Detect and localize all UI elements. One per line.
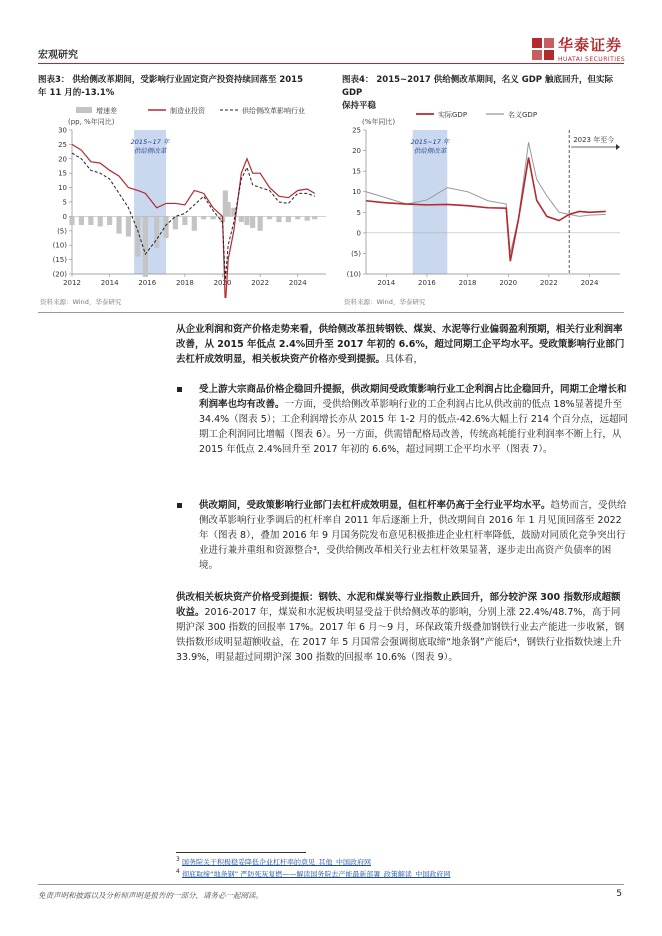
arrow-head-icon [616,144,620,150]
page-number: 5 [616,889,622,899]
x-tick-label: 2024 [288,279,307,287]
huatai-logo-icon [532,38,554,60]
bullet-1-bold: 受上游大宗商品价格企稳回升提振，供改期间受政策影响行业工企利润占比企稳回升，同期工企增长和利润率也均有改善。 [199,384,627,410]
figure-3-source: 资料来源：Wind，华泰研究 [40,298,122,306]
bullet-2-normal: 趋势而言，受供给侧改革影响行业季调后的杠杆率自 2011 年后逐渐上升，供改期间自 2016 年 1 月见顶回落至 2022 年（图表 8），叠加 2016 年 9 月国务院发布意见积极推进企业杠杆率降低，鼓励对同质化竞争突出行业进行兼并重组和资源整合³，受供给侧改革相关行业去杠杆效果显著，逐步走出高资产负债率的困境。 [199,500,627,571]
nominal-gdp-line [366,142,606,253]
figure-3-title [38,74,330,100]
gap-bar [154,216,159,248]
legend-label-manufacturing: 制造业投资 [170,107,205,115]
y-tick-label: (5) [351,249,361,258]
x-tick-label: 2016 [138,279,157,287]
fig4-chart [338,102,630,298]
bullet-2-bold: 供改期间，受政策影响行业部门去杠杆成效明显，但杠杆率仍高于全行业平均水平。 [199,500,551,511]
y-tick-label: 20 [58,155,67,164]
gap-bar [98,216,103,226]
figure-4-title-line2: 保持平稳 [342,101,377,111]
header-divider [38,63,624,64]
y-tick-label: 25 [58,140,67,149]
brand-logo [532,34,625,63]
footnote-3-num: 3 [176,857,180,863]
gap-bar [143,216,148,276]
y-tick-label: (5) [57,227,67,236]
y-tick-label: 25 [352,126,361,135]
bullet-icon [177,387,182,392]
bullet-1 [183,382,629,457]
x-tick-label: 2022 [251,279,270,287]
band-label-line2: 供给侧改革 [413,147,447,155]
y-tick-label: 5 [356,208,361,217]
real-gdp-line [366,158,606,262]
legend-label-gap: 增速差 [96,107,117,115]
chart-divider [38,312,624,313]
gap-bar [192,216,197,230]
figure-4-source: 资料来源：Wind，华泰研究 [344,298,426,306]
footnote-divider [176,852,306,853]
x-tick-label: 2024 [580,279,599,287]
x-tick-label: 2016 [418,279,436,287]
gap-bar [116,216,121,233]
gap-bar [88,216,93,225]
gap-bar [286,216,291,222]
y-tick-label: 15 [352,167,361,176]
arrow-label: 2023 年至今 [573,136,615,144]
gap-bar [250,216,255,228]
footnote-4-link[interactable]: 彻底取缔“地条钢” 严防死灰复燃——解读国务院去产能最新部署_政策解读_中国政府网 [181,870,451,879]
figure-3-title-line1: 图表3： 供给侧改革期间，受影响行业固定资产投资持续回落至 2015 [38,75,303,85]
footer-divider [38,884,624,885]
gap-bar [163,216,168,238]
gap-bar [239,216,244,222]
x-tick-label: 2012 [63,279,81,287]
fig3-chart [36,102,332,298]
paragraph-3-normal: 2016-2017 年，煤炭和水泥板块明显受益于供给侧改革的影响，分别上涨 22.4%/48.7%，高于同期沪深 300 指数的回报率 17%。2017 年 6 月～9 月，环保政策升级叠加钢铁行业去产能进一步收紧，钢铁指数形成明显超额收益，在 2017 年 5 月国常会强调彻底取缔“地条钢”产能后⁴，钢铁行业指数快速上升 33.9%，明显超过同期沪深 300 指数的回报率 10.6%（图表 9）。 [176,607,625,663]
y-axis-label: (pp, %年同比) [68,118,115,126]
gap-bar [258,216,263,230]
band-label-line2: 供给侧改革 [133,147,167,155]
gap-bar [267,216,272,219]
x-tick-label: 2020 [499,279,518,287]
bullet-1-normal: 一方面，受供给侧改革影响行业的工企利润占比从供改前的低点 18%显著提升至 34.4%（图表 5）；工企利润增长亦从 2015 年 1-2 月的低点-42.6%大幅上行 214 个百分点，远超同期工企利润同比增幅（图表 6）。另一方面，供需错配格局改善，传统高耗能行业利润率不断上行，从 2015 年低点 2.4%回升至 2017 年初的 6.6%，超过同期工企平均水平（图表 7）。 [199,399,629,455]
y-tick-label: 0 [356,229,361,238]
gap-bar [201,216,206,219]
gap-bar [226,202,231,216]
bullet-2 [183,498,629,573]
footnote-3-link[interactable]: 国务院关于积极稳妥降低企业杠杆率的意见_其他_中国政府网 [181,858,371,867]
lead-paragraph [176,322,626,367]
band-label-line1: 2015~17 年 [130,138,170,146]
gap-bar [211,216,216,219]
figure-4-title-line1: 图表4： 2015~2017 供给侧改革期间，名义 GDP 触底回升，但实际 GDP [342,75,613,98]
x-tick-label: 2018 [458,279,477,287]
lead-normal: 具体看， [385,354,424,365]
logo-name-en: HUATAI SECURITIES [558,56,626,63]
x-tick-label: 2022 [539,279,558,287]
legend-label-nominal: 名义GDP [508,111,538,119]
figure-3-title-line2: 年 11 月的-13.1% [38,88,115,98]
y-tick-label: (20) [52,270,67,279]
footnote-3 [176,857,371,867]
legend-label-real: 实际GDP [438,111,468,119]
footnote-4-num: 4 [176,869,180,875]
y-tick-label: (15) [52,256,67,265]
x-tick-label: 2020 [213,279,232,287]
gap-bar [126,216,131,236]
x-tick-label: 2014 [100,279,119,287]
gap-bar [305,216,310,220]
disclaimer: 免责声明和披露以及分析师声明是报告的一部分，请务必一起阅读。 [38,891,263,900]
bullet-icon [177,503,182,508]
y-tick-label: (10) [52,241,67,250]
gap-bar [244,216,249,225]
gap-bar [182,216,187,225]
gap-bar [312,216,317,219]
gap-bar [69,216,74,225]
gap-bar [107,216,112,225]
y-tick-label: 15 [58,169,67,178]
x-tick-label: 2018 [175,279,194,287]
y-tick-label: 10 [58,184,67,193]
logo-name-cn: 华泰证券 [558,36,623,54]
y-tick-label: 20 [352,147,361,156]
gap-bar [295,216,300,219]
footnote-4 [176,869,450,879]
paragraph-3 [176,590,626,665]
y-tick-label: 5 [62,198,67,207]
y-tick-label: (10) [346,270,361,279]
gap-bar [276,216,281,222]
y-tick-label: 0 [62,212,67,221]
paragraph-3-bold: 供改相关板块资产价格受到提振：钢铁、水泥和煤炭等行业指数止跌回升，部分较沪深 300 指数形成超额收益。 [176,592,621,618]
section-label: 宏观研究 [38,50,78,61]
y-axis-label: (%年同比) [362,118,396,126]
lead-bold: 从企业利润和资产价格走势来看，供给侧改革扭转钢铁、煤炭、水泥等行业偏弱盈利预期，相关行业利润率改善，从 2015 年低点 2.4%回升至 2017 年初的 6.6%，超过同期工企平均水平。受政策影响行业部门去杠杆成效明显，相关板块资产价格亦受到提振。 [176,324,625,365]
y-tick-label: 30 [58,126,67,135]
band-label-line1: 2015~17 年 [410,138,450,146]
legend-swatch-gap [76,107,92,113]
x-tick-label: 2014 [377,279,396,287]
legend-label-affected: 供给侧改革影响行业 [242,107,305,115]
y-tick-label: 10 [352,188,361,197]
gap-bar [79,216,84,225]
